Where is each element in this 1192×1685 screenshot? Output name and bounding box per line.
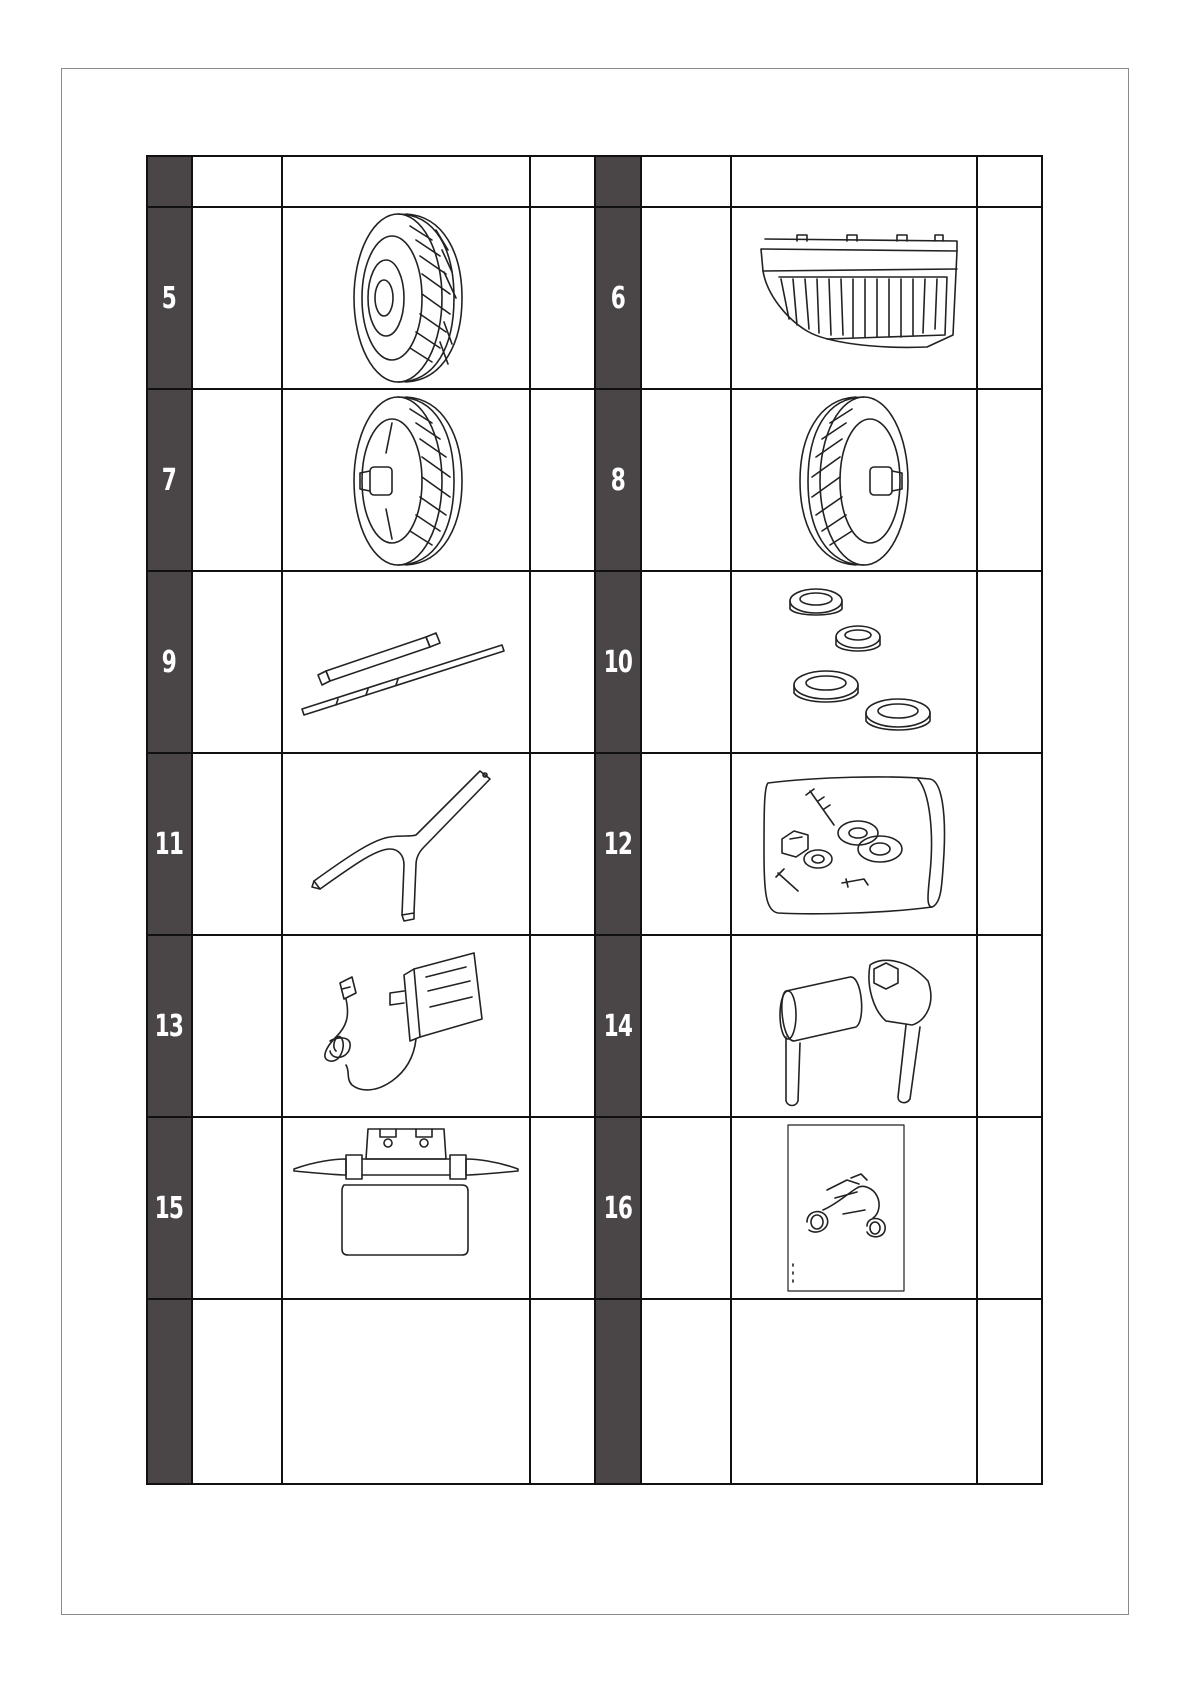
part-number: 7 xyxy=(161,462,177,498)
part-number: 14 xyxy=(603,1008,633,1044)
part-number: 10 xyxy=(603,644,633,680)
parts-table xyxy=(146,155,1043,1485)
rod-icon xyxy=(296,615,516,725)
part-number: 9 xyxy=(161,644,177,680)
wheel-icon xyxy=(336,393,476,569)
fork-icon xyxy=(306,765,506,925)
wrench-icon xyxy=(766,951,956,1111)
wheel-icon xyxy=(786,393,926,569)
part-number: 8 xyxy=(610,462,626,498)
part-number: 11 xyxy=(154,826,184,862)
manual-icon xyxy=(787,1124,905,1292)
part-number: 6 xyxy=(610,280,626,316)
part-number: 13 xyxy=(154,1008,184,1044)
charger-icon xyxy=(306,947,506,1115)
hardware-bag-icon xyxy=(758,773,948,919)
wheel-icon xyxy=(336,210,476,386)
grille-icon xyxy=(757,235,967,367)
part-number: 15 xyxy=(154,1190,184,1226)
part-number: 5 xyxy=(161,280,177,316)
part-number: 12 xyxy=(603,826,633,862)
hubcap-icon xyxy=(776,581,956,743)
light-bar-icon xyxy=(286,1125,526,1285)
part-number: 16 xyxy=(603,1190,633,1226)
